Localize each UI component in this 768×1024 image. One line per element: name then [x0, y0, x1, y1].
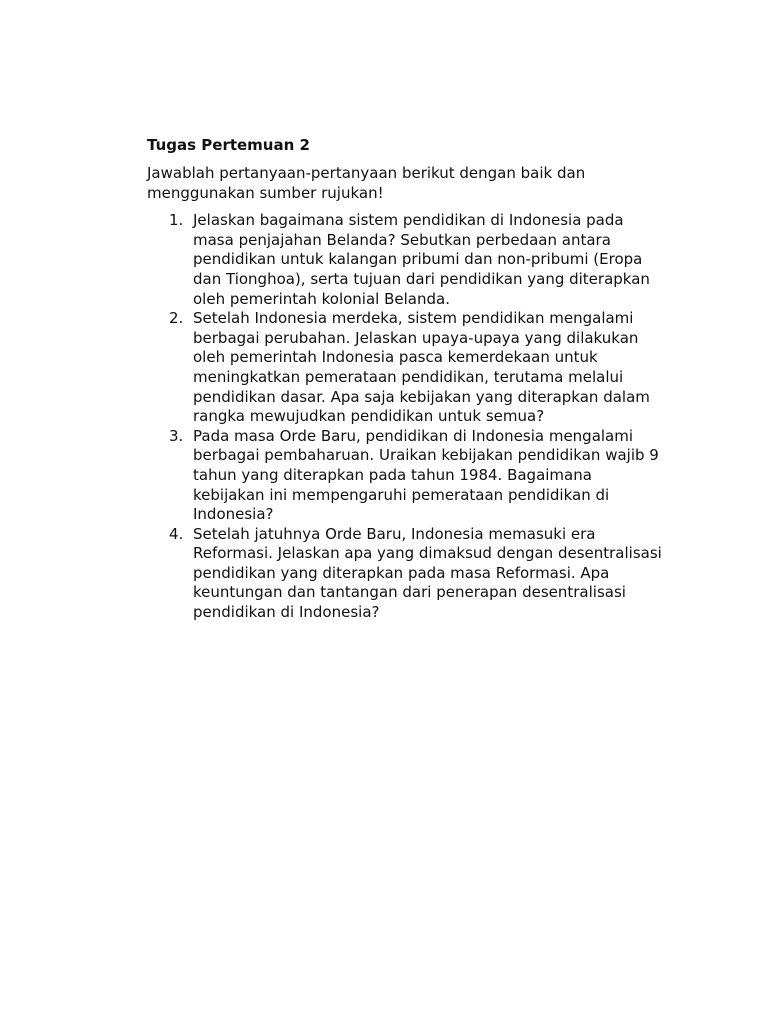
question-item: [147, 427, 667, 525]
question-text: Setelah Indonesia merdeka, sistem pendidikan mengalami berbagai perubahan. Jelaskan upaya-upaya yang dilakukan oleh pemerintah Indonesia pasca kemerdekaan untuk meningkatkan pemerataan pendidikan, terutama melalui pendidikan dasar. Apa saja kebijakan yang diterapkan dalam rangka mewujudkan pendidikan untuk semua?: [193, 309, 650, 426]
question-item: [147, 309, 667, 427]
document-title: Tugas Pertemuan 2: [147, 136, 310, 154]
question-item: [147, 525, 667, 623]
question-text: Pada masa Orde Baru, pendidikan di Indonesia mengalami berbagai pembaharuan. Uraikan kebijakan pendidikan wajib 9 tahun yang diterapkan pada tahun 1984. Bagaimana kebijakan ini mempengaruhi pemerataan pendidikan di Indonesia?: [193, 426, 659, 524]
instruction-text: Jawablah pertanyaan-pertanyaan berikut dengan baik dan menggunakan sumber rujukan!: [147, 164, 586, 202]
question-number: 1.: [169, 211, 184, 230]
question-list: [147, 211, 667, 622]
question-number: 3.: [169, 426, 184, 445]
question-number: 2.: [169, 309, 184, 328]
question-text: Jelaskan bagaimana sistem pendidikan di Indonesia pada masa penjajahan Belanda? Sebutkan perbedaan antara pendidikan untuk kalangan pribumi dan non-pribumi (Eropa dan Tionghoa), serta tujuan dari pendidikan yang diterapkan oleh pemerintah kolonial Belanda.: [193, 211, 650, 308]
question-text: Setelah jatuhnya Orde Baru, Indonesia memasuki era Reformasi. Jelaskan apa yang dimaksud dengan desentralisasi pendidikan yang diterapkan pada masa Reformasi. Apa keuntungan dan tantangan dari penerapan desentralisasi pendidikan di Indonesia?: [193, 524, 662, 622]
question-item: [147, 211, 667, 309]
document-content: [147, 134, 667, 623]
question-number: 4.: [169, 524, 184, 543]
